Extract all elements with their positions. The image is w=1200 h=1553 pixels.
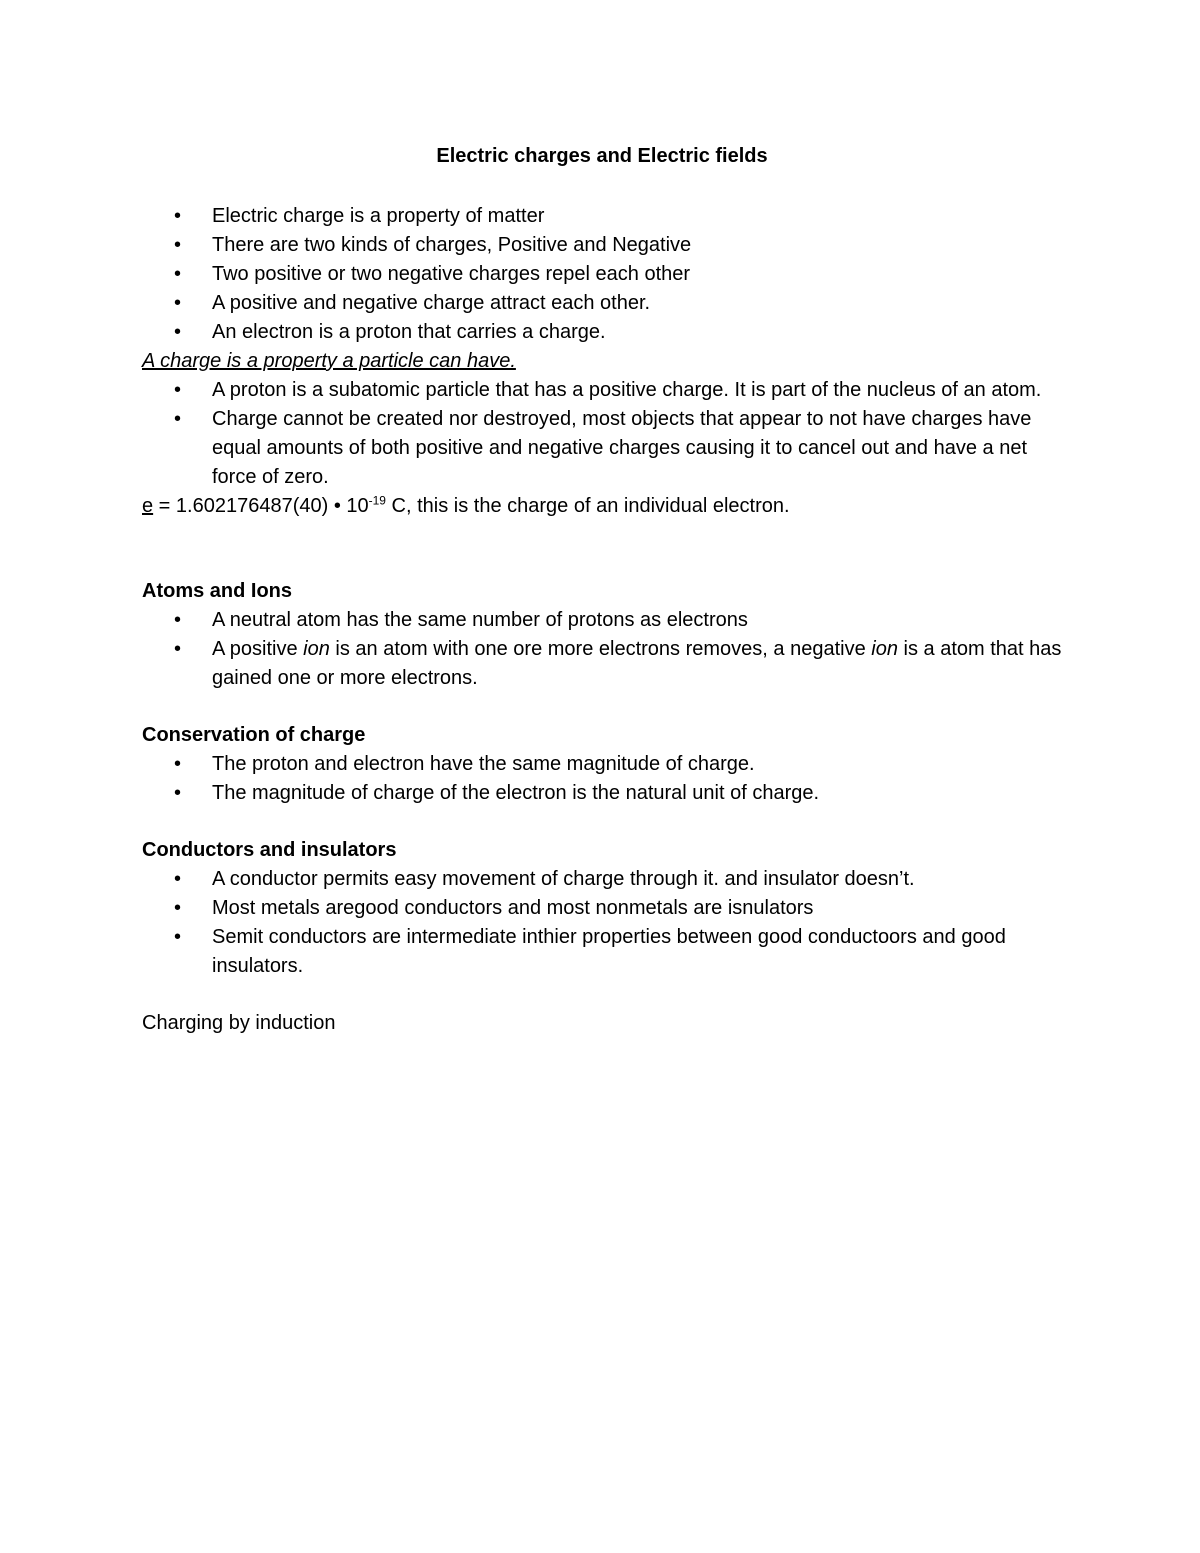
conservation-list [142,750,1062,808]
bullet-icon: • [174,753,182,775]
bullet-icon: • [174,782,182,804]
list-item: • Electric charge is a property of matter [142,202,1062,231]
formula-symbol: e [142,495,154,517]
spacer [142,521,1062,577]
list-item: • The magnitude of charge of the electron is the natural unit of charge. [142,779,1062,808]
bullet-icon: • [174,263,182,285]
bullet-icon: • [174,926,182,948]
document-title: Electric charges and Electric fields [436,145,768,167]
bullet-icon: • [174,292,182,314]
bullet-icon: • [174,234,182,256]
list-item: • There are two kinds of charges, Positive and Negative [142,231,1062,260]
bullet-icon: • [174,321,182,343]
conductors-list [142,865,1062,981]
formula-value: = 1.602176487(40) • 10 [153,495,369,517]
electron-charge-formula [142,492,1062,521]
list-item: • Most metals aregood conductors and most nonmetals are isnulators [142,894,1062,923]
formula-tail: C, this is the charge of an individual electron. [385,495,790,517]
spacer [142,693,1062,721]
bullet-icon: • [174,638,182,660]
list-item: • A neutral atom has the same number of protons as electrons [142,606,1062,635]
bullet-icon: • [174,609,182,631]
document-body [142,140,1062,1038]
section-heading-conductors: Conductors and insulators [142,839,397,861]
list-item: • A positive ion is an atom with one ore more electrons removes, a negative ion is a atom that has gained one or more electrons. [142,635,1062,693]
list-item: • Two positive or two negative charges repel each other [142,260,1062,289]
bullet-icon: • [174,205,182,227]
spacer [142,981,1062,1009]
list-item: • A positive and negative charge attract each other. [142,289,1062,318]
list-item: • The proton and electron have the same magnitude of charge. [142,750,1062,779]
list-item: • Charge cannot be created nor destroyed, most objects that appear to not have charges have equal amounts of both positive and negative charges causing it to cancel out and have a net force of zero. [142,405,1062,492]
ion-term: ion [303,638,330,660]
list-item: • An electron is a proton that carries a charge. [142,318,1062,347]
intro-bullet-list [142,202,1062,347]
ion-term: ion [871,638,898,660]
formula-exponent: -19 [368,493,386,508]
bullet-icon: • [174,897,182,919]
spacer [142,808,1062,836]
section-heading-atoms-ions: Atoms and Ions [142,580,293,602]
proton-bullet-list [142,376,1062,492]
section-heading-conservation: Conservation of charge [142,724,366,746]
list-item: • A proton is a subatomic particle that has a positive charge. It is part of the nucleus of an atom. [142,376,1062,405]
list-item: • Semit conductors are intermediate inthier properties between good conductoors and good insulators. [142,923,1062,981]
bullet-icon: • [174,408,182,430]
section-heading-induction: Charging by induction [142,1012,336,1034]
atoms-ions-list [142,606,1062,693]
bullet-icon: • [174,379,182,401]
list-item: • A conductor permits easy movement of charge through it. and insulator doesn’t. [142,865,1062,894]
charge-note: A charge is a property a particle can have. [142,350,516,372]
bullet-icon: • [174,868,182,890]
